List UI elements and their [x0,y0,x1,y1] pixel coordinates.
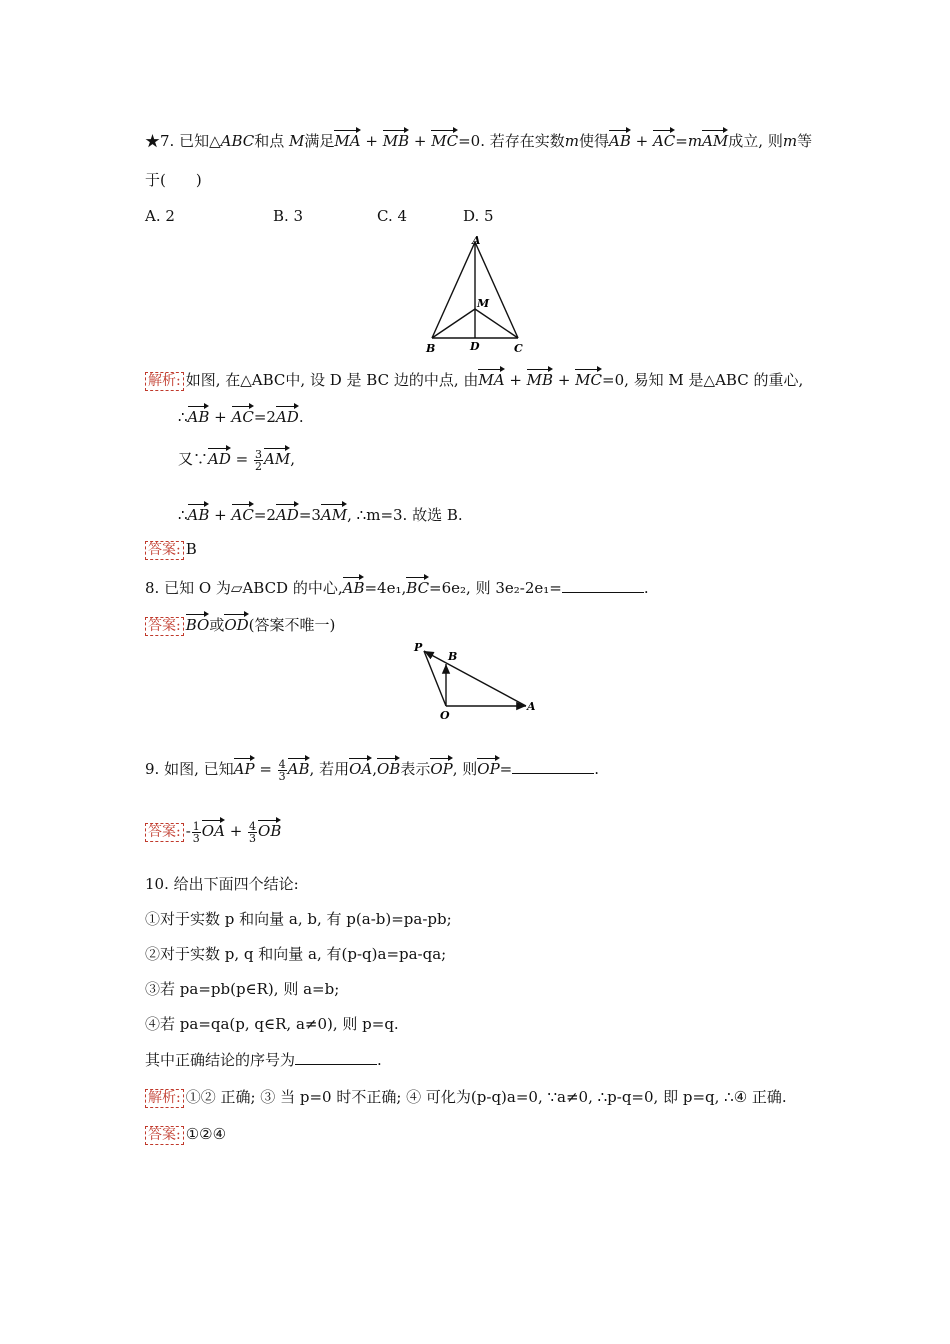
option-c: C. 4 [377,207,408,225]
q10-item-2: ②对于实数 p, q 和向量 a, 有(p-q)a=pa-qa; [145,945,447,963]
q10-item-4: ④若 pa=qa(p, q∈R, a≠0), 则 p=q. [145,1015,399,1033]
vec-ac: AC [653,127,675,151]
q7-options [145,206,494,226]
q7-stem-line2: 于( ) [145,171,202,189]
label-p: P [414,641,423,654]
q9-blank [512,759,594,774]
label-o: O [440,709,450,722]
label-b: B [426,342,436,355]
q7-stem-line1: ★7. 已知△ABC和点 M满足MA + MB + MC=0. 若存在实数m使得AB + AC=mAM成立, 则m等 [145,127,812,151]
q8-blank [562,578,644,593]
option-a: A. 2 [145,207,175,225]
answer-tag: 答案: [145,541,184,560]
q10-item-1: ①对于实数 p 和向量 a, b, 有 p(a-b)=pa-pb; [145,910,452,928]
vec-mc: MC [431,127,458,151]
q8-stem: 8. 已知 O 为▱ABCD 的中心,AB=4e₁,BC=6e₂, 则 3e₂-2e₁= . [145,574,649,598]
vec-mb: MB [383,127,409,151]
option-b: B. 3 [273,207,304,225]
label-c: C [514,342,523,355]
label-d: D [470,340,480,353]
vec-ab: AB [609,127,631,151]
q7-analysis-line2: ∴AB + AC=2AD. [178,403,304,427]
label-a2: A [527,700,536,713]
vector-figure [410,638,540,723]
q7-analysis-line3: 又∵AD = $\frac{3}{2}$ AM, [178,445,295,472]
label-a: A [472,234,481,247]
label-m: M [477,297,490,310]
q10-stem: 10. 给出下面四个结论: [145,875,299,893]
label-b2: B [448,650,458,663]
vec-am: AM [702,127,728,151]
q8-answer: 答案: BO或OD(答案不唯一) [145,611,335,636]
q10-item-3: ③若 pa=pb(p∈R), 则 a=b; [145,980,340,998]
q10-analysis: 解析: ①② 正确; ③ 当 p=0 时不正确; ④ 可化为(p-q)a=0, ∵a≠0, ∴p-q=0, 即 p=q, ∴④ 正确. [145,1087,787,1108]
q7-analysis-line1: 解析: 如图, 在△ABC中, 设 D 是 BC 边的中点, 由MA + MB + MC=0, 易知 M 是△ABC 的重心, [145,366,803,391]
triangle-figure [420,232,540,357]
q7-analysis-line4: ∴AB + AC=2AD=3AM, ∴m=3. 故选 B. [178,501,463,525]
q9-answer: 答案: - $\frac{1}{3}$ OA + $\frac{4}{3}$ OB [145,817,281,844]
q10-answer: 答案: ①②④ [145,1124,226,1145]
analysis-tag: 解析: [145,372,184,391]
q10-ask: 其中正确结论的序号为 . [145,1051,382,1069]
q7-answer: 答案: B [145,539,197,560]
q10-blank [295,1050,377,1065]
vec-ma: MA [334,127,360,151]
q9-stem: 9. 如图, 已知AP = $\frac{4}{3}$ AB, 若用OA,OB表示OP, 则OP= . [145,755,599,782]
option-d: D. 5 [463,207,494,225]
